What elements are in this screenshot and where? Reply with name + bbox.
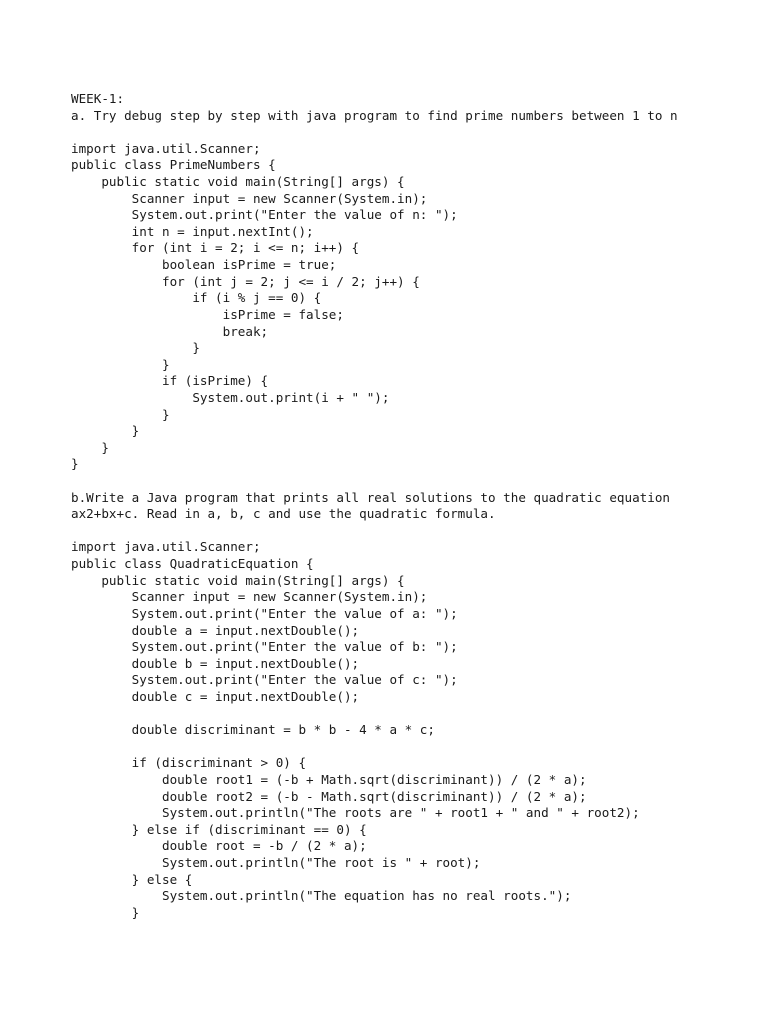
code-line: double a = input.nextDouble(); xyxy=(71,622,360,638)
code-line: if (isPrime) { xyxy=(71,373,269,389)
code-line: System.out.println("The roots are " + root1 + " and " + root2); xyxy=(71,805,640,821)
code-line: } xyxy=(71,423,140,439)
document-page xyxy=(71,91,751,921)
code-line: System.out.print(i + " "); xyxy=(71,389,390,405)
code-line: public static void main(String[] args) { xyxy=(71,572,405,588)
code-line: } xyxy=(71,904,140,920)
code-line: System.out.println("The root is " + root); xyxy=(71,855,481,871)
code-line: for (int i = 2; i <= n; i++) { xyxy=(71,240,360,256)
code-line: double discriminant = b * b - 4 * a * c; xyxy=(71,722,435,738)
code-line: public static void main(String[] args) { xyxy=(71,174,405,190)
code-line: } xyxy=(71,340,200,356)
code-line: import java.util.Scanner; xyxy=(71,539,261,555)
code-line: public class QuadraticEquation { xyxy=(71,556,314,572)
code-line: double b = input.nextDouble(); xyxy=(71,655,360,671)
blank-line xyxy=(71,523,751,540)
blank-line xyxy=(71,473,751,490)
question-b-text: ax2+bx+c. Read in a, b, c and use the quadratic formula. xyxy=(71,506,496,522)
code-line: for (int j = 2; j <= i / 2; j++) { xyxy=(71,273,420,289)
code-line: System.out.print("Enter the value of a: "); xyxy=(71,605,458,621)
code-line: } xyxy=(71,439,109,455)
code-line: public class PrimeNumbers { xyxy=(71,157,276,173)
code-line: import java.util.Scanner; xyxy=(71,140,261,156)
code-line: boolean isPrime = true; xyxy=(71,257,337,273)
code-line: } xyxy=(71,406,170,422)
code-line: if (i % j == 0) { xyxy=(71,290,322,306)
week-heading: WEEK-1: xyxy=(71,91,125,106)
code-line: Scanner input = new Scanner(System.in); xyxy=(71,589,428,605)
code-line: double c = input.nextDouble(); xyxy=(71,688,360,704)
code-line: } xyxy=(71,456,79,472)
code-line: if (discriminant > 0) { xyxy=(71,755,307,771)
blank-line xyxy=(71,706,751,723)
code-line: double root = -b / (2 * a); xyxy=(71,838,367,854)
code-line: } else if (discriminant == 0) { xyxy=(71,821,367,837)
code-line: break; xyxy=(71,323,269,339)
code-line: System.out.print("Enter the value of b: "); xyxy=(71,639,458,655)
code-line: int n = input.nextInt(); xyxy=(71,223,314,239)
code-line: System.out.print("Enter the value of n: "); xyxy=(71,207,458,223)
code-line: isPrime = false; xyxy=(71,306,344,322)
code-line: } xyxy=(71,356,170,372)
code-line: System.out.println("The equation has no real roots."); xyxy=(71,888,572,904)
blank-line xyxy=(71,124,751,141)
code-line: Scanner input = new Scanner(System.in); xyxy=(71,190,428,206)
blank-line xyxy=(71,739,751,756)
code-line: double root2 = (-b - Math.sqrt(discriminant)) / (2 * a); xyxy=(71,788,587,804)
code-line: double root1 = (-b + Math.sqrt(discriminant)) / (2 * a); xyxy=(71,771,587,787)
code-line: System.out.print("Enter the value of c: "); xyxy=(71,672,458,688)
question-a-text: a. Try debug step by step with java program to find prime numbers between 1 to n xyxy=(71,107,678,123)
question-b-text: b.Write a Java program that prints all real solutions to the quadratic equation xyxy=(71,489,670,505)
code-line: } else { xyxy=(71,871,193,887)
